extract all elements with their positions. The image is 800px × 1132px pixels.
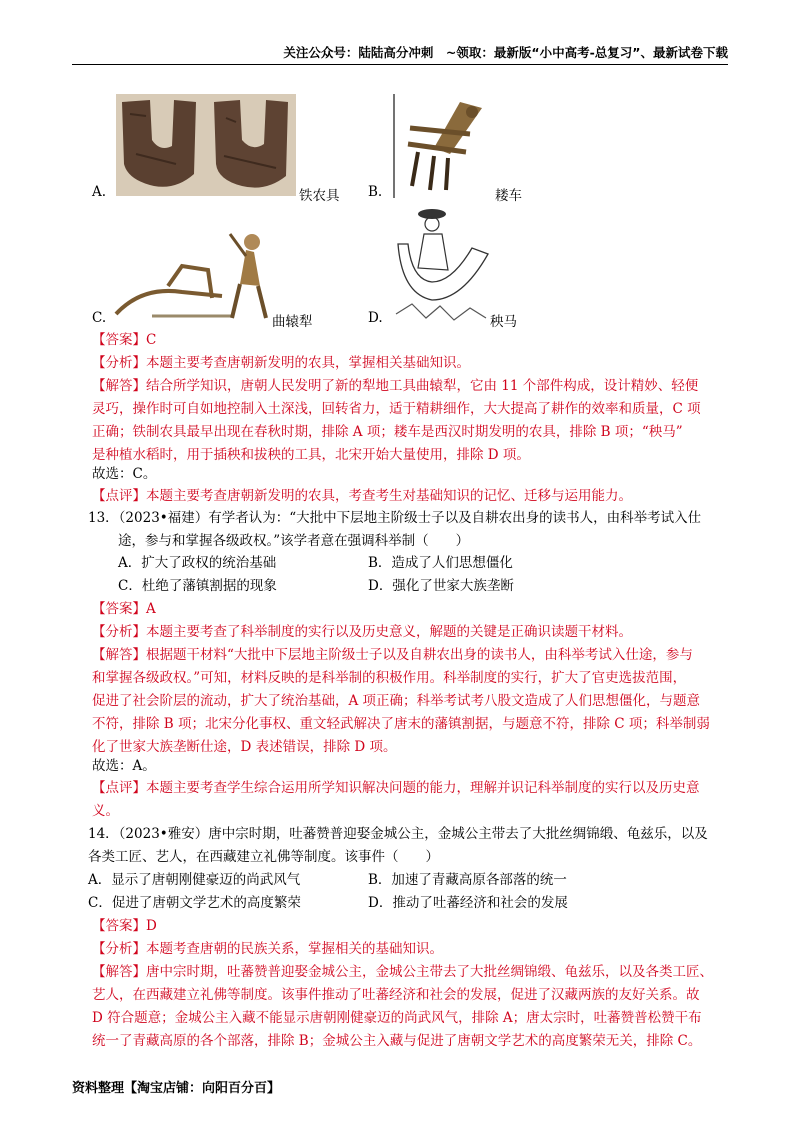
q12-choice: 故选：C。 [92,466,157,482]
q14-option-d: D．推动了吐蕃经济和社会的发展 [368,895,568,911]
option-a-letter: A. [92,184,107,200]
q14-detail-line: D 符合题意；金城公主入藏不能显示唐朝刚健豪迈的尚武风气，排除 A；唐太宗时，吐蕃赞普松赞干布 [92,1010,702,1026]
q12-detail-line: 是种植水稻时，用于插秧和拔秧的工具，北宋开始大量使用，排除 D 项。 [92,447,530,463]
q14-detail-line: 统一了青藏高原的各个部落，排除 B；金城公主入藏与促进了唐朝文学艺术的高度繁荣无关，排除 C。 [92,1033,702,1049]
q13-detail-line: 促进了社会阶层的流动，扩大了统治基础，A 项正确；科举考试考八股文造成了人们思想僵化，与题意 [92,693,701,709]
q13-stem-line: 途，参与和掌握各级政权。”该学者意在强调科举制（ ） [118,533,470,549]
q13-choice: 故选：A。 [92,758,156,774]
option-d-caption: 秧马 [490,314,517,330]
curved-shaft-plough-image [112,226,272,326]
q14-detail-line: 【解答】唐中宗时期，吐蕃赞普迎娶金城公主，金城公主带去了大批丝绸锦缎、龟兹乐，以及各类工匠、 [92,964,713,980]
q14-stem-line: 各类工匠、艺人，在西藏建立礼佛等制度。该事件（ ） [88,849,439,865]
q12-answer: 【答案】C [92,332,157,348]
q14-option-c: C．促进了唐朝文学艺术的高度繁荣 [88,895,301,911]
q14-detail-line: 艺人，在西藏建立礼佛等制度。该事件推动了吐蕃经济和社会的发展，促进了汉藏两族的友好关系。故 [92,987,700,1003]
q13-option-a: A．扩大了政权的统治基础 [118,555,277,571]
q13-option-b: B．造成了人们思想僵化 [368,555,513,571]
q12-detail-line: 正确；铁制农具最早出现在春秋时期，排除 A 项；耧车是西汉时期发明的农具，排除 B 项；“秧马” [92,424,683,440]
iron-farm-tools-image [116,94,296,196]
q12-detail-line: 灵巧，操作时可自如地控制入土深浅，回转省力，适于精耕细作，大大提高了耕作的效率和质量，C 项 [92,401,701,417]
option-d-letter: D. [368,310,383,326]
option-c-letter: C. [92,310,107,326]
page-footer: 资料整理【淘宝店铺：向阳百分百】 [72,1081,281,1096]
q13-comment-line: 义。 [92,803,119,819]
option-a-caption: 铁农具 [299,188,340,204]
q12-comment: 【点评】本题主要考查唐朝新发明的农具，考查考生对基础知识的记忆、迁移与运用能力。 [92,488,632,504]
rice-transplanting-horse-image [392,204,492,326]
q13-detail-line: 不符，排除 B 项；北宋分化事权、重文轻武解决了唐末的藩镇割据，与题意不符，排除 C 项；科举制弱 [92,716,710,732]
q13-analysis: 【分析】本题主要考查了科举制度的实行以及历史意义，解题的关键是正确识读题干材料。 [92,624,632,640]
q14-analysis: 【分析】本题考查唐朝的民族关系，掌握相关的基础知识。 [92,941,443,957]
q12-analysis: 【分析】本题主要考查唐朝新发明的农具，掌握相关基础知识。 [92,355,470,371]
q14-option-b: B．加速了青藏高原各部落的统一 [368,872,567,888]
q13-comment-line: 【点评】本题主要考查学生综合运用所学知识解决问题的能力，理解并识记科举制度的实行以及历史意 [92,780,700,796]
q13-detail-line: 化了世家大族垄断仕途，D 表述错误，排除 D 项。 [92,739,397,755]
seed-plough-image [390,94,498,198]
page-header: 关注公众号：陆陆高分冲刺 ~领取：最新版“小中高考-总复习”、最新试卷下载 [72,44,728,65]
q13-answer: 【答案】A [92,601,156,617]
q13-detail-line: 【解答】根据题干材料“大批中下层地主阶级士子以及自耕农出身的读书人，由科举考试入仕途，参与 [92,647,693,663]
q13-stem-line: 13．（2023•福建）有学者认为：“大批中下层地主阶级士子以及自耕农出身的读书人，由科举考试入仕 [88,510,702,526]
q14-answer: 【答案】D [92,918,157,934]
q14-stem-line: 14．（2023•雅安）唐中宗时期，吐蕃赞普迎娶金城公主，金城公主带去了大批丝绸锦缎、龟兹乐，以及 [88,826,708,842]
q13-option-c: C．杜绝了藩镇割据的现象 [118,578,277,594]
q13-option-d: D．强化了世家大族垄断 [368,578,514,594]
q12-detail-line: 【解答】结合所学知识，唐朝人民发明了新的犁地工具曲辕犁，它由 11 个部件构成，设计精妙、轻便 [92,378,699,394]
option-b-caption: 耧车 [495,188,522,204]
option-c-caption: 曲辕犁 [272,314,313,330]
q13-detail-line: 和掌握各级政权。”可知，材料反映的是科举制的积极作用。科举制度的实行，扩大了官吏选拔范围， [92,670,687,686]
q14-option-a: A．显示了唐朝刚健豪迈的尚武风气 [88,872,301,888]
option-b-letter: B. [368,184,383,200]
